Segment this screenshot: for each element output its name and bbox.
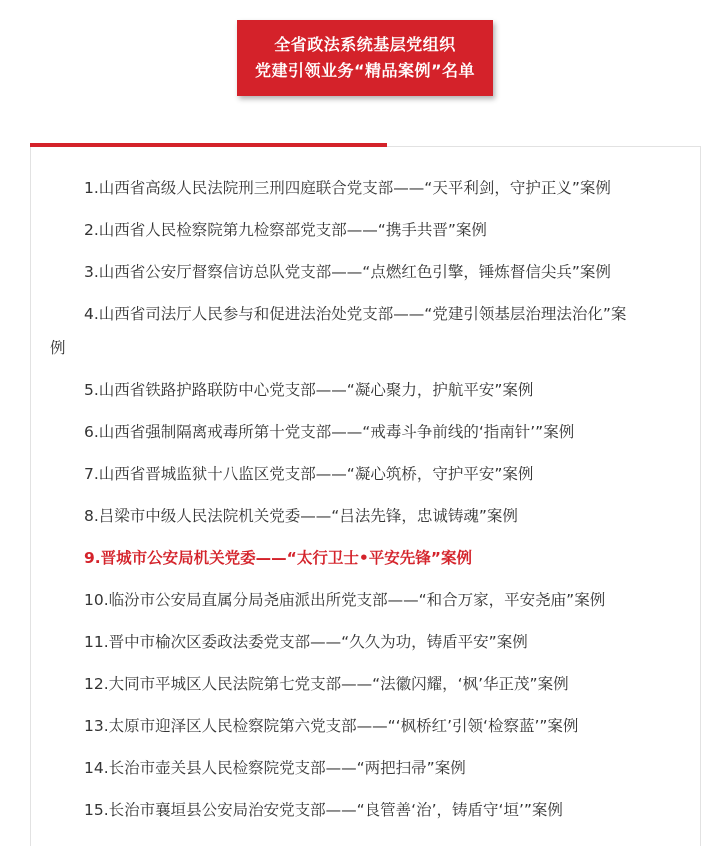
banner-title-line1: 全省政法系统基层党组织	[274, 35, 456, 54]
list-item-9-highlighted: 9.晋城市公安局机关党委——“太行卫士•平安先锋”案例	[84, 549, 472, 567]
list-item-8: 8.吕梁市中级人民法院机关党委——“吕法先锋，忠诚铸魂”案例	[84, 507, 518, 525]
list-item-14: 14.长治市壶关县人民检察院党支部——“两把扫帚”案例	[84, 759, 466, 777]
title-banner	[237, 20, 493, 96]
list-item-4: 4.山西省司法厅人民参与和促进法治处党支部——“党建引领基层治理法治化”案	[84, 305, 627, 323]
list-item-15: 15.长治市襄垣县公安局治安党支部——“良管善‘治’，铸盾守‘垣’”案例	[84, 801, 563, 819]
list-item-3: 3.山西省公安厅督察信访总队党支部——“点燃红色引擎，锤炼督信尖兵”案例	[84, 263, 611, 281]
list-item-7: 7.山西省晋城监狱十八监区党支部——“凝心筑桥，守护平安”案例	[84, 465, 534, 483]
banner-title-line2: 党建引领业务“精品案例”名单	[254, 61, 476, 80]
list-item-5: 5.山西省铁路护路联防中心党支部——“凝心聚力，护航平安”案例	[84, 381, 534, 399]
list-item-4-continuation: 例	[50, 339, 66, 357]
list-item-11: 11.晋中市榆次区委政法委党支部——“久久为功，铸盾平安”案例	[84, 633, 528, 651]
list-item-1: 1.山西省高级人民法院刑三刑四庭联合党支部——“天平利剑，守护正义”案例	[84, 179, 611, 197]
list-item-2: 2.山西省人民检察院第九检察部党支部——“携手共晋”案例	[84, 221, 487, 239]
list-item-12: 12.大同市平城区人民法院第七党支部——“法徽闪耀，‘枫’华正茂”案例	[84, 675, 569, 693]
accent-divider	[30, 143, 387, 147]
list-item-13: 13.太原市迎泽区人民检察院第六党支部——“‘枫桥红’引领‘检察蓝’”案例	[84, 717, 579, 735]
list-item-6: 6.山西省强制隔离戒毒所第十党支部——“戒毒斗争前线的‘指南针’”案例	[84, 423, 575, 441]
list-frame	[30, 146, 701, 846]
list-item-10: 10.临汾市公安局直属分局尧庙派出所党支部——“和合万家，平安尧庙”案例	[84, 591, 606, 609]
